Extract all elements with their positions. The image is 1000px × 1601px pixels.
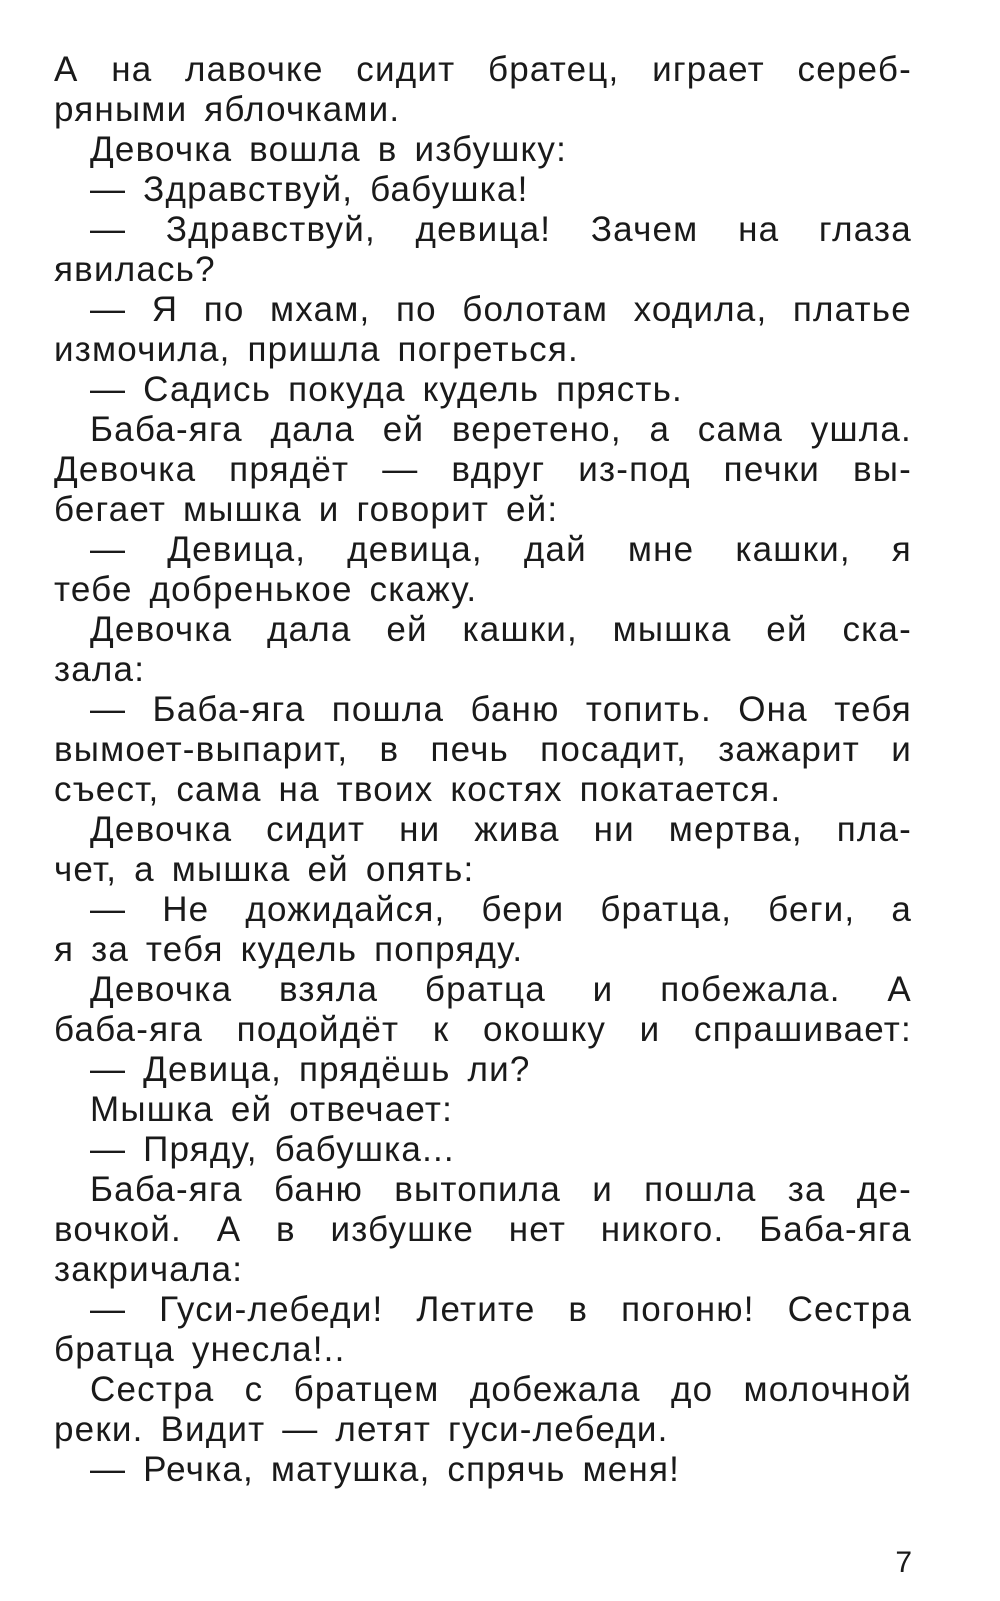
text-line — [54, 730, 912, 770]
word: вымоет-выпарит, — [54, 730, 349, 769]
text-line — [54, 50, 912, 90]
word: вытопила — [394, 1170, 562, 1209]
word: мне — [627, 530, 695, 569]
text-line: закричала: — [54, 1250, 244, 1289]
text-line: чет, а мышка ей опять: — [54, 850, 475, 889]
word: Не — [162, 890, 210, 929]
word: сама — [697, 410, 784, 449]
page-number: 7 — [895, 1546, 912, 1579]
word: баню — [273, 1170, 364, 1209]
word: Девица, — [167, 530, 307, 569]
word: беги, — [768, 890, 856, 929]
word: Зачем — [590, 210, 699, 249]
word: Она — [738, 690, 808, 729]
word: печь — [430, 730, 509, 769]
word: в — [275, 1210, 296, 1249]
word: на — [738, 210, 780, 249]
text-line: — Девица, прядёшь ли? — [90, 1050, 531, 1089]
word: мышка — [612, 610, 732, 649]
text-line — [54, 290, 912, 330]
word: сидит — [266, 810, 366, 849]
word: побежала. — [660, 970, 841, 1009]
text-line — [54, 1010, 912, 1050]
text-line — [54, 610, 912, 650]
word: глаза — [818, 210, 912, 249]
text-line — [54, 1170, 912, 1210]
text-line — [54, 1210, 912, 1250]
word: дожидайся, — [245, 890, 446, 929]
text-line — [54, 970, 912, 1010]
word: печки — [723, 450, 821, 489]
word: избушке — [330, 1210, 475, 1249]
word: к — [432, 1010, 450, 1049]
word: кашки, — [462, 610, 578, 649]
word: взяла — [279, 970, 379, 1009]
word: де- — [856, 1170, 912, 1209]
word: молочной — [743, 1370, 912, 1409]
word: вочкой. — [54, 1210, 182, 1249]
word: погоню! — [621, 1290, 755, 1329]
word: тебя — [834, 690, 912, 729]
word: девица! — [415, 210, 552, 249]
word: ска- — [842, 610, 912, 649]
word: дала — [270, 410, 356, 449]
word: сереб- — [797, 50, 912, 89]
text-line — [54, 450, 912, 490]
word: — — [90, 530, 127, 569]
text-line — [54, 810, 912, 850]
text-line: съест, сама на твоих костях покатается. — [54, 770, 782, 809]
word: А — [216, 1210, 242, 1249]
word: ушла. — [810, 410, 912, 449]
text-line: — Здравствуй, бабушка! — [90, 170, 529, 209]
word: из-под — [578, 450, 691, 489]
text-line: явилась? — [54, 250, 216, 289]
word: Летите — [416, 1290, 536, 1329]
word: — — [382, 450, 419, 489]
text-line — [54, 890, 912, 930]
word: — — [90, 890, 127, 929]
word: и — [592, 1170, 613, 1209]
word: на — [111, 50, 153, 89]
word: братцем — [293, 1370, 440, 1409]
word: по — [395, 290, 437, 329]
word: зажарит — [718, 730, 861, 769]
word: жива — [474, 810, 560, 849]
word: до — [670, 1370, 714, 1409]
book-page-text — [54, 50, 912, 1490]
word: пошла — [331, 690, 445, 729]
text-line — [54, 210, 912, 250]
word: Баба-яга — [90, 410, 243, 449]
word: спрашивает: — [694, 1010, 912, 1049]
word: и — [592, 970, 614, 1009]
word: лавочке — [185, 50, 324, 89]
word: братец, — [487, 50, 620, 89]
word: Сестра — [90, 1370, 215, 1409]
text-line — [54, 1370, 912, 1410]
word: а — [649, 410, 671, 449]
word: Сестра — [787, 1290, 912, 1329]
word: веретено, — [451, 410, 622, 449]
text-line: — Садись покуда кудель прясть. — [90, 370, 683, 409]
word: добежала — [469, 1370, 641, 1409]
word: — — [90, 210, 127, 249]
text-line — [54, 1290, 912, 1330]
word: дай — [523, 530, 587, 569]
word: болотам — [462, 290, 609, 329]
word: окошку — [482, 1010, 607, 1049]
word: девица, — [347, 530, 483, 569]
word: Баба-яга — [152, 690, 306, 729]
word: А — [54, 50, 79, 89]
word: ей — [766, 610, 808, 649]
word: а — [891, 890, 912, 929]
word: вдруг — [451, 450, 546, 489]
word: в — [379, 730, 400, 769]
text-line: Мышка ей отвечает: — [90, 1090, 453, 1129]
word: Здравствуй, — [165, 210, 376, 249]
word: Баба-яга — [90, 1170, 243, 1209]
word: пошла — [644, 1170, 757, 1209]
word: за — [787, 1170, 826, 1209]
word: сидит — [356, 50, 456, 89]
word: с — [244, 1370, 264, 1409]
word: ей — [386, 610, 428, 649]
word: подойдёт — [236, 1010, 400, 1049]
word: бери — [481, 890, 565, 929]
word: кашки, — [735, 530, 851, 569]
word: я — [891, 530, 912, 569]
word: Гуси-лебеди! — [159, 1290, 384, 1329]
text-line: бегает мышка и говорит ей: — [54, 490, 559, 529]
word: баба-яга — [54, 1010, 204, 1049]
word: и — [639, 1010, 661, 1049]
word: и — [891, 730, 912, 769]
word: Девочка — [90, 810, 233, 849]
text-line: — Речка, матушка, спрячь меня! — [90, 1450, 681, 1489]
word: Я — [151, 290, 179, 329]
word: братца — [424, 970, 546, 1009]
text-line — [54, 530, 912, 570]
word: Девочка — [90, 610, 233, 649]
word: братца, — [600, 890, 733, 929]
word: по — [203, 290, 245, 329]
word: мертва, — [668, 810, 803, 849]
word: ей — [382, 410, 425, 449]
text-line: я за тебя кудель попряду. — [54, 930, 524, 969]
word: нет — [508, 1210, 567, 1249]
word: платье — [792, 290, 912, 329]
word: посадит, — [540, 730, 688, 769]
word: никого. — [600, 1210, 725, 1249]
text-line: — Пряду, бабушка... — [90, 1130, 455, 1169]
word: топить. — [585, 690, 712, 729]
text-line: измочила, пришла погреться. — [54, 330, 579, 369]
word: ни — [593, 810, 635, 849]
word: А — [887, 970, 912, 1009]
word: Девочка — [90, 970, 233, 1009]
text-line: братца унесла!.. — [54, 1330, 346, 1369]
word: мхам, — [270, 290, 371, 329]
word: — — [90, 1290, 127, 1329]
word: — — [90, 290, 127, 329]
word: вы- — [852, 450, 912, 489]
word: — — [90, 690, 127, 729]
word: Баба-яга — [759, 1210, 912, 1249]
word: прядёт — [229, 450, 350, 489]
word: играет — [652, 50, 765, 89]
word: ходила, — [633, 290, 768, 329]
text-line: тебе добренькое скажу. — [54, 570, 478, 609]
text-line — [54, 690, 912, 730]
text-line: Девочка вошла в избушку: — [90, 130, 568, 169]
word: ни — [399, 810, 441, 849]
text-line: ряными яблочками. — [54, 90, 401, 129]
text-line — [54, 410, 912, 450]
word: Девочка — [54, 450, 197, 489]
word: баню — [470, 690, 560, 729]
word: пла- — [836, 810, 912, 849]
text-line: реки. Видит — летят гуси-лебеди. — [54, 1410, 669, 1449]
word: дала — [267, 610, 352, 649]
text-line: зала: — [54, 650, 146, 689]
word: в — [568, 1290, 589, 1329]
